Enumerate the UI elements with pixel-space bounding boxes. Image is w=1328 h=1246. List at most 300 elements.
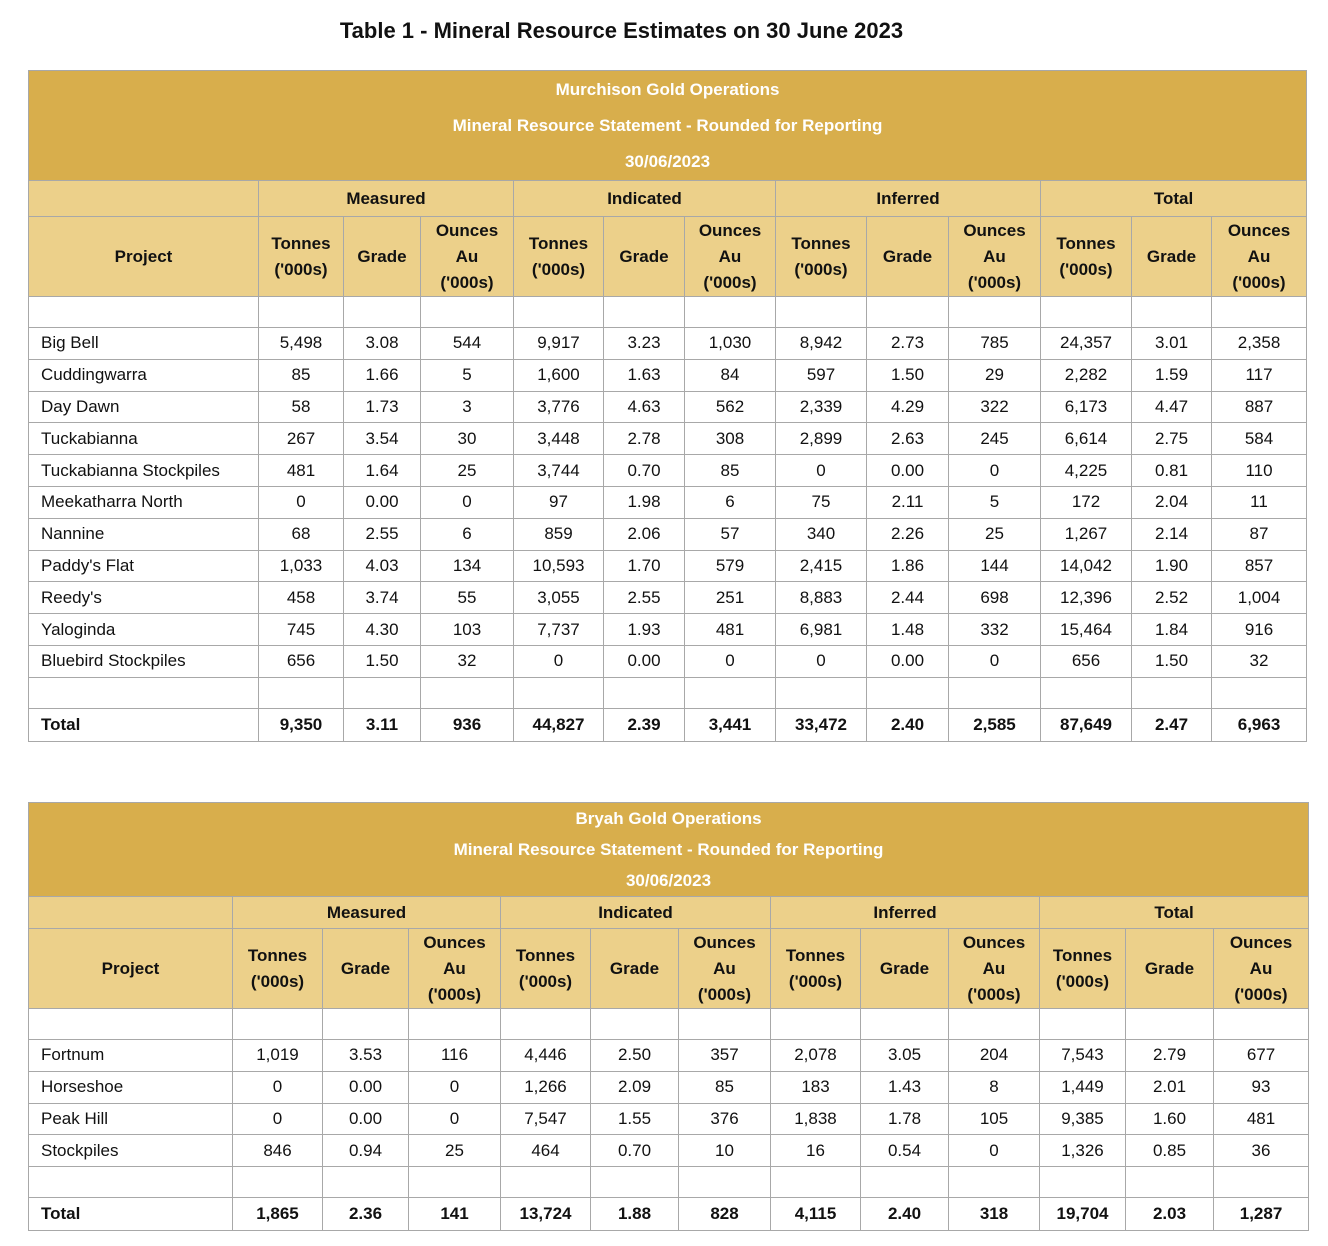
group-header-row bbox=[29, 897, 1309, 929]
table-title-row bbox=[29, 803, 1309, 897]
col-header-ounces-line3: ('000s) bbox=[427, 984, 482, 1004]
table-row bbox=[29, 614, 1307, 646]
value-cell: 30 bbox=[421, 423, 514, 455]
value-cell: 2.50 bbox=[591, 1040, 679, 1072]
col-header-grade: Grade bbox=[323, 929, 409, 1009]
spacer-row bbox=[29, 297, 1307, 328]
project-name-cell: Total bbox=[29, 708, 259, 741]
value-cell: 2,078 bbox=[771, 1040, 861, 1072]
value-cell: 0.00 bbox=[867, 455, 949, 487]
value-cell: 656 bbox=[1041, 645, 1132, 677]
value-cell: 0.00 bbox=[323, 1071, 409, 1103]
col-header-tonnes-line2: ('000s) bbox=[531, 259, 586, 279]
value-cell: 1,033 bbox=[259, 550, 344, 582]
value-cell: 0.00 bbox=[604, 645, 685, 677]
col-header-ounces-line3: ('000s) bbox=[967, 984, 1021, 1004]
project-name-cell: Tuckabianna bbox=[29, 423, 259, 455]
col-header-ounces bbox=[1212, 217, 1307, 297]
value-cell: 7,543 bbox=[1040, 1040, 1126, 1072]
col-header-ounces-line2: Au bbox=[983, 246, 1006, 266]
bryah-resource-table bbox=[28, 802, 1309, 1231]
value-cell: 1,449 bbox=[1040, 1071, 1126, 1103]
value-cell: 1,019 bbox=[233, 1040, 323, 1072]
value-cell: 3.08 bbox=[344, 328, 421, 360]
value-cell: 458 bbox=[259, 582, 344, 614]
value-cell: 87,649 bbox=[1041, 708, 1132, 741]
value-cell: 85 bbox=[259, 359, 344, 391]
value-cell: 1,326 bbox=[1040, 1135, 1126, 1167]
value-cell: 1.55 bbox=[591, 1103, 679, 1135]
value-cell: 4,115 bbox=[771, 1198, 861, 1231]
value-cell: 5 bbox=[949, 486, 1041, 518]
value-cell: 2,282 bbox=[1041, 359, 1132, 391]
value-cell: 0.00 bbox=[344, 486, 421, 518]
value-cell: 2.11 bbox=[867, 486, 949, 518]
group-inferred: Inferred bbox=[771, 897, 1040, 929]
value-cell: 36 bbox=[1214, 1135, 1309, 1167]
value-cell: 340 bbox=[776, 518, 867, 550]
value-cell: 1.50 bbox=[867, 359, 949, 391]
col-header-tonnes-line1: Tonnes bbox=[271, 233, 331, 253]
value-cell: 0.81 bbox=[1132, 455, 1212, 487]
col-header-grade: Grade bbox=[1126, 929, 1214, 1009]
value-cell: 267 bbox=[259, 423, 344, 455]
value-cell: 204 bbox=[949, 1040, 1040, 1072]
value-cell: 2.44 bbox=[867, 582, 949, 614]
value-cell: 3.05 bbox=[861, 1040, 949, 1072]
value-cell: 2,899 bbox=[776, 423, 867, 455]
project-name-cell: Meekatharra North bbox=[29, 486, 259, 518]
col-header-ounces bbox=[421, 217, 514, 297]
value-cell: 97 bbox=[514, 486, 604, 518]
value-cell: 1.88 bbox=[591, 1198, 679, 1231]
value-cell: 9,350 bbox=[259, 708, 344, 741]
value-cell: 3 bbox=[421, 391, 514, 423]
value-cell: 464 bbox=[501, 1135, 591, 1167]
value-cell: 3.11 bbox=[344, 708, 421, 741]
value-cell: 25 bbox=[421, 455, 514, 487]
value-cell: 33,472 bbox=[776, 708, 867, 741]
value-cell: 318 bbox=[949, 1198, 1040, 1231]
project-name-cell: Cuddingwarra bbox=[29, 359, 259, 391]
value-cell: 3,448 bbox=[514, 423, 604, 455]
col-header-ounces-line1: Ounces bbox=[962, 932, 1026, 952]
value-cell: 93 bbox=[1214, 1071, 1309, 1103]
value-cell: 2.79 bbox=[1126, 1040, 1214, 1072]
col-header-tonnes bbox=[1041, 217, 1132, 297]
value-cell: 117 bbox=[1212, 359, 1307, 391]
value-cell: 357 bbox=[679, 1040, 771, 1072]
value-cell: 2.63 bbox=[867, 423, 949, 455]
value-cell: 0.54 bbox=[861, 1135, 949, 1167]
value-cell: 562 bbox=[685, 391, 776, 423]
value-cell: 544 bbox=[421, 328, 514, 360]
value-cell: 0.70 bbox=[604, 455, 685, 487]
value-cell: 116 bbox=[409, 1040, 501, 1072]
value-cell: 1.50 bbox=[1132, 645, 1212, 677]
total-row bbox=[29, 708, 1307, 741]
col-header-grade: Grade bbox=[861, 929, 949, 1009]
project-name-cell: Stockpiles bbox=[29, 1135, 233, 1167]
col-header-ounces-line3: ('000s) bbox=[967, 272, 1022, 292]
spacer-row bbox=[29, 677, 1307, 708]
value-cell: 1.50 bbox=[344, 645, 421, 677]
value-cell: 0 bbox=[685, 645, 776, 677]
value-cell: 0 bbox=[421, 486, 514, 518]
spacer-row bbox=[29, 1009, 1309, 1040]
value-cell: 0 bbox=[776, 645, 867, 677]
col-header-grade: Grade bbox=[591, 929, 679, 1009]
value-cell: 10,593 bbox=[514, 550, 604, 582]
col-header-ounces bbox=[679, 929, 771, 1009]
value-cell: 2,415 bbox=[776, 550, 867, 582]
col-header-project: Project bbox=[29, 217, 259, 297]
col-header-ounces-line1: Ounces bbox=[698, 220, 762, 240]
value-cell: 677 bbox=[1214, 1040, 1309, 1072]
col-header-ounces-line1: Ounces bbox=[423, 932, 486, 952]
col-header-tonnes-line1: Tonnes bbox=[785, 945, 846, 965]
total-row bbox=[29, 1198, 1309, 1231]
value-cell: 0 bbox=[233, 1071, 323, 1103]
col-header-tonnes-line2: ('000s) bbox=[788, 971, 843, 991]
group-blank bbox=[29, 181, 259, 217]
value-cell: 0 bbox=[776, 455, 867, 487]
value-cell: 25 bbox=[409, 1135, 501, 1167]
table-row bbox=[29, 455, 1307, 487]
group-total: Total bbox=[1041, 181, 1307, 217]
table-row bbox=[29, 359, 1307, 391]
value-cell: 58 bbox=[259, 391, 344, 423]
value-cell: 32 bbox=[421, 645, 514, 677]
value-cell: 4.29 bbox=[867, 391, 949, 423]
col-header-tonnes bbox=[233, 929, 323, 1009]
value-cell: 87 bbox=[1212, 518, 1307, 550]
col-header-grade: Grade bbox=[867, 217, 949, 297]
value-cell: 2.26 bbox=[867, 518, 949, 550]
project-name-cell: Peak Hill bbox=[29, 1103, 233, 1135]
value-cell: 3,776 bbox=[514, 391, 604, 423]
spacer-row bbox=[29, 1167, 1309, 1198]
value-cell: 828 bbox=[679, 1198, 771, 1231]
group-indicated: Indicated bbox=[514, 181, 776, 217]
value-cell: 8,883 bbox=[776, 582, 867, 614]
value-cell: 24,357 bbox=[1041, 328, 1132, 360]
value-cell: 857 bbox=[1212, 550, 1307, 582]
value-cell: 1.84 bbox=[1132, 614, 1212, 646]
value-cell: 2.75 bbox=[1132, 423, 1212, 455]
value-cell: 5,498 bbox=[259, 328, 344, 360]
value-cell: 85 bbox=[679, 1071, 771, 1103]
col-header-ounces bbox=[1214, 929, 1309, 1009]
value-cell: 6,981 bbox=[776, 614, 867, 646]
value-cell: 251 bbox=[685, 582, 776, 614]
group-measured: Measured bbox=[233, 897, 501, 929]
col-header-ounces-line1: Ounces bbox=[1229, 932, 1293, 952]
value-cell: 12,396 bbox=[1041, 582, 1132, 614]
project-name-cell: Fortnum bbox=[29, 1040, 233, 1072]
column-header-row bbox=[29, 929, 1309, 1009]
col-header-ounces-line1: Ounces bbox=[963, 220, 1026, 240]
table-row bbox=[29, 1071, 1309, 1103]
value-cell: 0 bbox=[259, 486, 344, 518]
value-cell: 4.03 bbox=[344, 550, 421, 582]
value-cell: 0 bbox=[514, 645, 604, 677]
value-cell: 4,446 bbox=[501, 1040, 591, 1072]
value-cell: 936 bbox=[421, 708, 514, 741]
col-header-ounces-line3: ('000s) bbox=[1234, 984, 1288, 1004]
value-cell: 6 bbox=[685, 486, 776, 518]
value-cell: 6,614 bbox=[1041, 423, 1132, 455]
value-cell: 19,704 bbox=[1040, 1198, 1126, 1231]
col-header-ounces bbox=[949, 929, 1040, 1009]
col-header-ounces-line1: Ounces bbox=[693, 932, 756, 952]
value-cell: 110 bbox=[1212, 455, 1307, 487]
value-cell: 1.43 bbox=[861, 1071, 949, 1103]
col-header-ounces-line2: Au bbox=[713, 958, 736, 978]
col-header-ounces-line2: Au bbox=[982, 958, 1006, 978]
value-cell: 103 bbox=[421, 614, 514, 646]
col-header-ounces-line3: ('000s) bbox=[703, 272, 757, 292]
value-cell: 3,055 bbox=[514, 582, 604, 614]
value-cell: 698 bbox=[949, 582, 1041, 614]
value-cell: 1.73 bbox=[344, 391, 421, 423]
col-header-ounces-line3: ('000s) bbox=[440, 272, 494, 292]
value-cell: 2,358 bbox=[1212, 328, 1307, 360]
value-cell: 6 bbox=[421, 518, 514, 550]
value-cell: 144 bbox=[949, 550, 1041, 582]
value-cell: 1.86 bbox=[867, 550, 949, 582]
value-cell: 5 bbox=[421, 359, 514, 391]
value-cell: 1.78 bbox=[861, 1103, 949, 1135]
group-header-row bbox=[29, 181, 1307, 217]
col-header-tonnes-line2: ('000s) bbox=[1055, 971, 1110, 991]
value-cell: 376 bbox=[679, 1103, 771, 1135]
col-header-grade: Grade bbox=[604, 217, 685, 297]
col-header-tonnes bbox=[514, 217, 604, 297]
value-cell: 1.93 bbox=[604, 614, 685, 646]
value-cell: 68 bbox=[259, 518, 344, 550]
col-header-tonnes-line2: ('000s) bbox=[794, 259, 848, 279]
table-row bbox=[29, 1040, 1309, 1072]
value-cell: 0 bbox=[949, 455, 1041, 487]
value-cell: 10 bbox=[679, 1135, 771, 1167]
col-header-tonnes-line1: Tonnes bbox=[791, 233, 851, 253]
value-cell: 2.40 bbox=[867, 708, 949, 741]
value-cell: 1,838 bbox=[771, 1103, 861, 1135]
project-name-cell: Reedy's bbox=[29, 582, 259, 614]
value-cell: 2.03 bbox=[1126, 1198, 1214, 1231]
col-header-ounces-line3: ('000s) bbox=[697, 984, 752, 1004]
value-cell: 13,724 bbox=[501, 1198, 591, 1231]
value-cell: 134 bbox=[421, 550, 514, 582]
value-cell: 1,600 bbox=[514, 359, 604, 391]
value-cell: 1.98 bbox=[604, 486, 685, 518]
value-cell: 16 bbox=[771, 1135, 861, 1167]
value-cell: 1,266 bbox=[501, 1071, 591, 1103]
value-cell: 0.00 bbox=[867, 645, 949, 677]
value-cell: 1.60 bbox=[1126, 1103, 1214, 1135]
value-cell: 859 bbox=[514, 518, 604, 550]
table-row bbox=[29, 1135, 1309, 1167]
table-title-row bbox=[29, 71, 1307, 181]
value-cell: 1.48 bbox=[867, 614, 949, 646]
value-cell: 0 bbox=[949, 1135, 1040, 1167]
value-cell: 4.63 bbox=[604, 391, 685, 423]
col-header-tonnes bbox=[776, 217, 867, 297]
value-cell: 6,963 bbox=[1212, 708, 1307, 741]
value-cell: 0.00 bbox=[323, 1103, 409, 1135]
table-title-line3: 30/06/2023 bbox=[625, 871, 712, 890]
value-cell: 2.04 bbox=[1132, 486, 1212, 518]
col-header-tonnes-line1: Tonnes bbox=[1052, 945, 1113, 965]
value-cell: 3,441 bbox=[685, 708, 776, 741]
col-header-ounces bbox=[685, 217, 776, 297]
col-header-tonnes-line1: Tonnes bbox=[1056, 233, 1116, 253]
value-cell: 481 bbox=[1214, 1103, 1309, 1135]
value-cell: 2.73 bbox=[867, 328, 949, 360]
value-cell: 1,030 bbox=[685, 328, 776, 360]
value-cell: 9,917 bbox=[514, 328, 604, 360]
col-header-ounces-line2: Au bbox=[443, 958, 466, 978]
value-cell: 887 bbox=[1212, 391, 1307, 423]
project-name-cell: Total bbox=[29, 1198, 233, 1231]
value-cell: 656 bbox=[259, 645, 344, 677]
table-row bbox=[29, 645, 1307, 677]
value-cell: 3.01 bbox=[1132, 328, 1212, 360]
value-cell: 2.40 bbox=[861, 1198, 949, 1231]
value-cell: 57 bbox=[685, 518, 776, 550]
value-cell: 745 bbox=[259, 614, 344, 646]
value-cell: 4.47 bbox=[1132, 391, 1212, 423]
value-cell: 1,267 bbox=[1041, 518, 1132, 550]
project-name-cell: Horseshoe bbox=[29, 1071, 233, 1103]
value-cell: 2.55 bbox=[604, 582, 685, 614]
value-cell: 1.70 bbox=[604, 550, 685, 582]
value-cell: 3.53 bbox=[323, 1040, 409, 1072]
col-header-tonnes-line1: Tonnes bbox=[247, 945, 308, 965]
project-name-cell: Nannine bbox=[29, 518, 259, 550]
value-cell: 6,173 bbox=[1041, 391, 1132, 423]
value-cell: 3.23 bbox=[604, 328, 685, 360]
col-header-grade: Grade bbox=[1132, 217, 1212, 297]
value-cell: 481 bbox=[259, 455, 344, 487]
value-cell: 2.01 bbox=[1126, 1071, 1214, 1103]
value-cell: 0 bbox=[409, 1103, 501, 1135]
value-cell: 44,827 bbox=[514, 708, 604, 741]
col-header-project: Project bbox=[29, 929, 233, 1009]
value-cell: 916 bbox=[1212, 614, 1307, 646]
value-cell: 785 bbox=[949, 328, 1041, 360]
table-row bbox=[29, 1103, 1309, 1135]
table-row bbox=[29, 486, 1307, 518]
col-header-ounces-line2: Au bbox=[455, 246, 479, 266]
group-total: Total bbox=[1040, 897, 1309, 929]
value-cell: 7,547 bbox=[501, 1103, 591, 1135]
value-cell: 3,744 bbox=[514, 455, 604, 487]
value-cell: 2.39 bbox=[604, 708, 685, 741]
value-cell: 0.70 bbox=[591, 1135, 679, 1167]
group-indicated: Indicated bbox=[501, 897, 771, 929]
value-cell: 8 bbox=[949, 1071, 1040, 1103]
page-title: Table 1 - Mineral Resource Estimates on 30 June 2023 bbox=[339, 18, 904, 43]
value-cell: 2.14 bbox=[1132, 518, 1212, 550]
value-cell: 2.36 bbox=[323, 1198, 409, 1231]
col-header-tonnes-line2: ('000s) bbox=[518, 971, 573, 991]
value-cell: 1,865 bbox=[233, 1198, 323, 1231]
table-title-line2: Mineral Resource Statement - Rounded for Reporting bbox=[452, 115, 883, 135]
value-cell: 481 bbox=[685, 614, 776, 646]
value-cell: 4.30 bbox=[344, 614, 421, 646]
project-name-cell: Bluebird Stockpiles bbox=[29, 645, 259, 677]
table-row bbox=[29, 582, 1307, 614]
value-cell: 332 bbox=[949, 614, 1041, 646]
value-cell: 2.55 bbox=[344, 518, 421, 550]
value-cell: 2,339 bbox=[776, 391, 867, 423]
value-cell: 2.52 bbox=[1132, 582, 1212, 614]
value-cell: 55 bbox=[421, 582, 514, 614]
value-cell: 32 bbox=[1212, 645, 1307, 677]
value-cell: 2.78 bbox=[604, 423, 685, 455]
value-cell: 308 bbox=[685, 423, 776, 455]
value-cell: 9,385 bbox=[1040, 1103, 1126, 1135]
col-header-ounces-line2: Au bbox=[1247, 246, 1271, 266]
value-cell: 1.64 bbox=[344, 455, 421, 487]
project-name-cell: Tuckabianna Stockpiles bbox=[29, 455, 259, 487]
value-cell: 2.47 bbox=[1132, 708, 1212, 741]
value-cell: 1.63 bbox=[604, 359, 685, 391]
column-header-row bbox=[29, 217, 1307, 297]
value-cell: 25 bbox=[949, 518, 1041, 550]
value-cell: 7,737 bbox=[514, 614, 604, 646]
col-header-grade: Grade bbox=[344, 217, 421, 297]
col-header-tonnes-line1: Tonnes bbox=[528, 233, 589, 253]
value-cell: 1.90 bbox=[1132, 550, 1212, 582]
col-header-ounces-line1: Ounces bbox=[435, 220, 499, 240]
value-cell: 0 bbox=[949, 645, 1041, 677]
table-row bbox=[29, 518, 1307, 550]
col-header-tonnes-line1: Tonnes bbox=[515, 945, 576, 965]
group-blank bbox=[29, 897, 233, 929]
value-cell: 0 bbox=[409, 1071, 501, 1103]
col-header-ounces-line3: ('000s) bbox=[1232, 272, 1286, 292]
murchison-resource-table bbox=[28, 70, 1307, 742]
value-cell: 14,042 bbox=[1041, 550, 1132, 582]
table-title-line3: 30/06/2023 bbox=[624, 151, 711, 171]
value-cell: 846 bbox=[233, 1135, 323, 1167]
table-title-line2: Mineral Resource Statement - Rounded for Reporting bbox=[453, 840, 884, 859]
col-header-ounces-line2: Au bbox=[1249, 958, 1273, 978]
value-cell: 15,464 bbox=[1041, 614, 1132, 646]
value-cell: 0.94 bbox=[323, 1135, 409, 1167]
col-header-tonnes-line2: ('000s) bbox=[1059, 259, 1113, 279]
value-cell: 0.85 bbox=[1126, 1135, 1214, 1167]
value-cell: 2.09 bbox=[591, 1071, 679, 1103]
project-name-cell: Paddy's Flat bbox=[29, 550, 259, 582]
value-cell: 1.59 bbox=[1132, 359, 1212, 391]
project-name-cell: Big Bell bbox=[29, 328, 259, 360]
table-row bbox=[29, 550, 1307, 582]
value-cell: 84 bbox=[685, 359, 776, 391]
value-cell: 0 bbox=[233, 1103, 323, 1135]
col-header-tonnes bbox=[771, 929, 861, 1009]
col-header-ounces-line2: Au bbox=[718, 246, 742, 266]
value-cell: 1,004 bbox=[1212, 582, 1307, 614]
col-header-tonnes-line2: ('000s) bbox=[250, 971, 305, 991]
value-cell: 2,585 bbox=[949, 708, 1041, 741]
value-cell: 322 bbox=[949, 391, 1041, 423]
value-cell: 597 bbox=[776, 359, 867, 391]
col-header-ounces bbox=[409, 929, 501, 1009]
